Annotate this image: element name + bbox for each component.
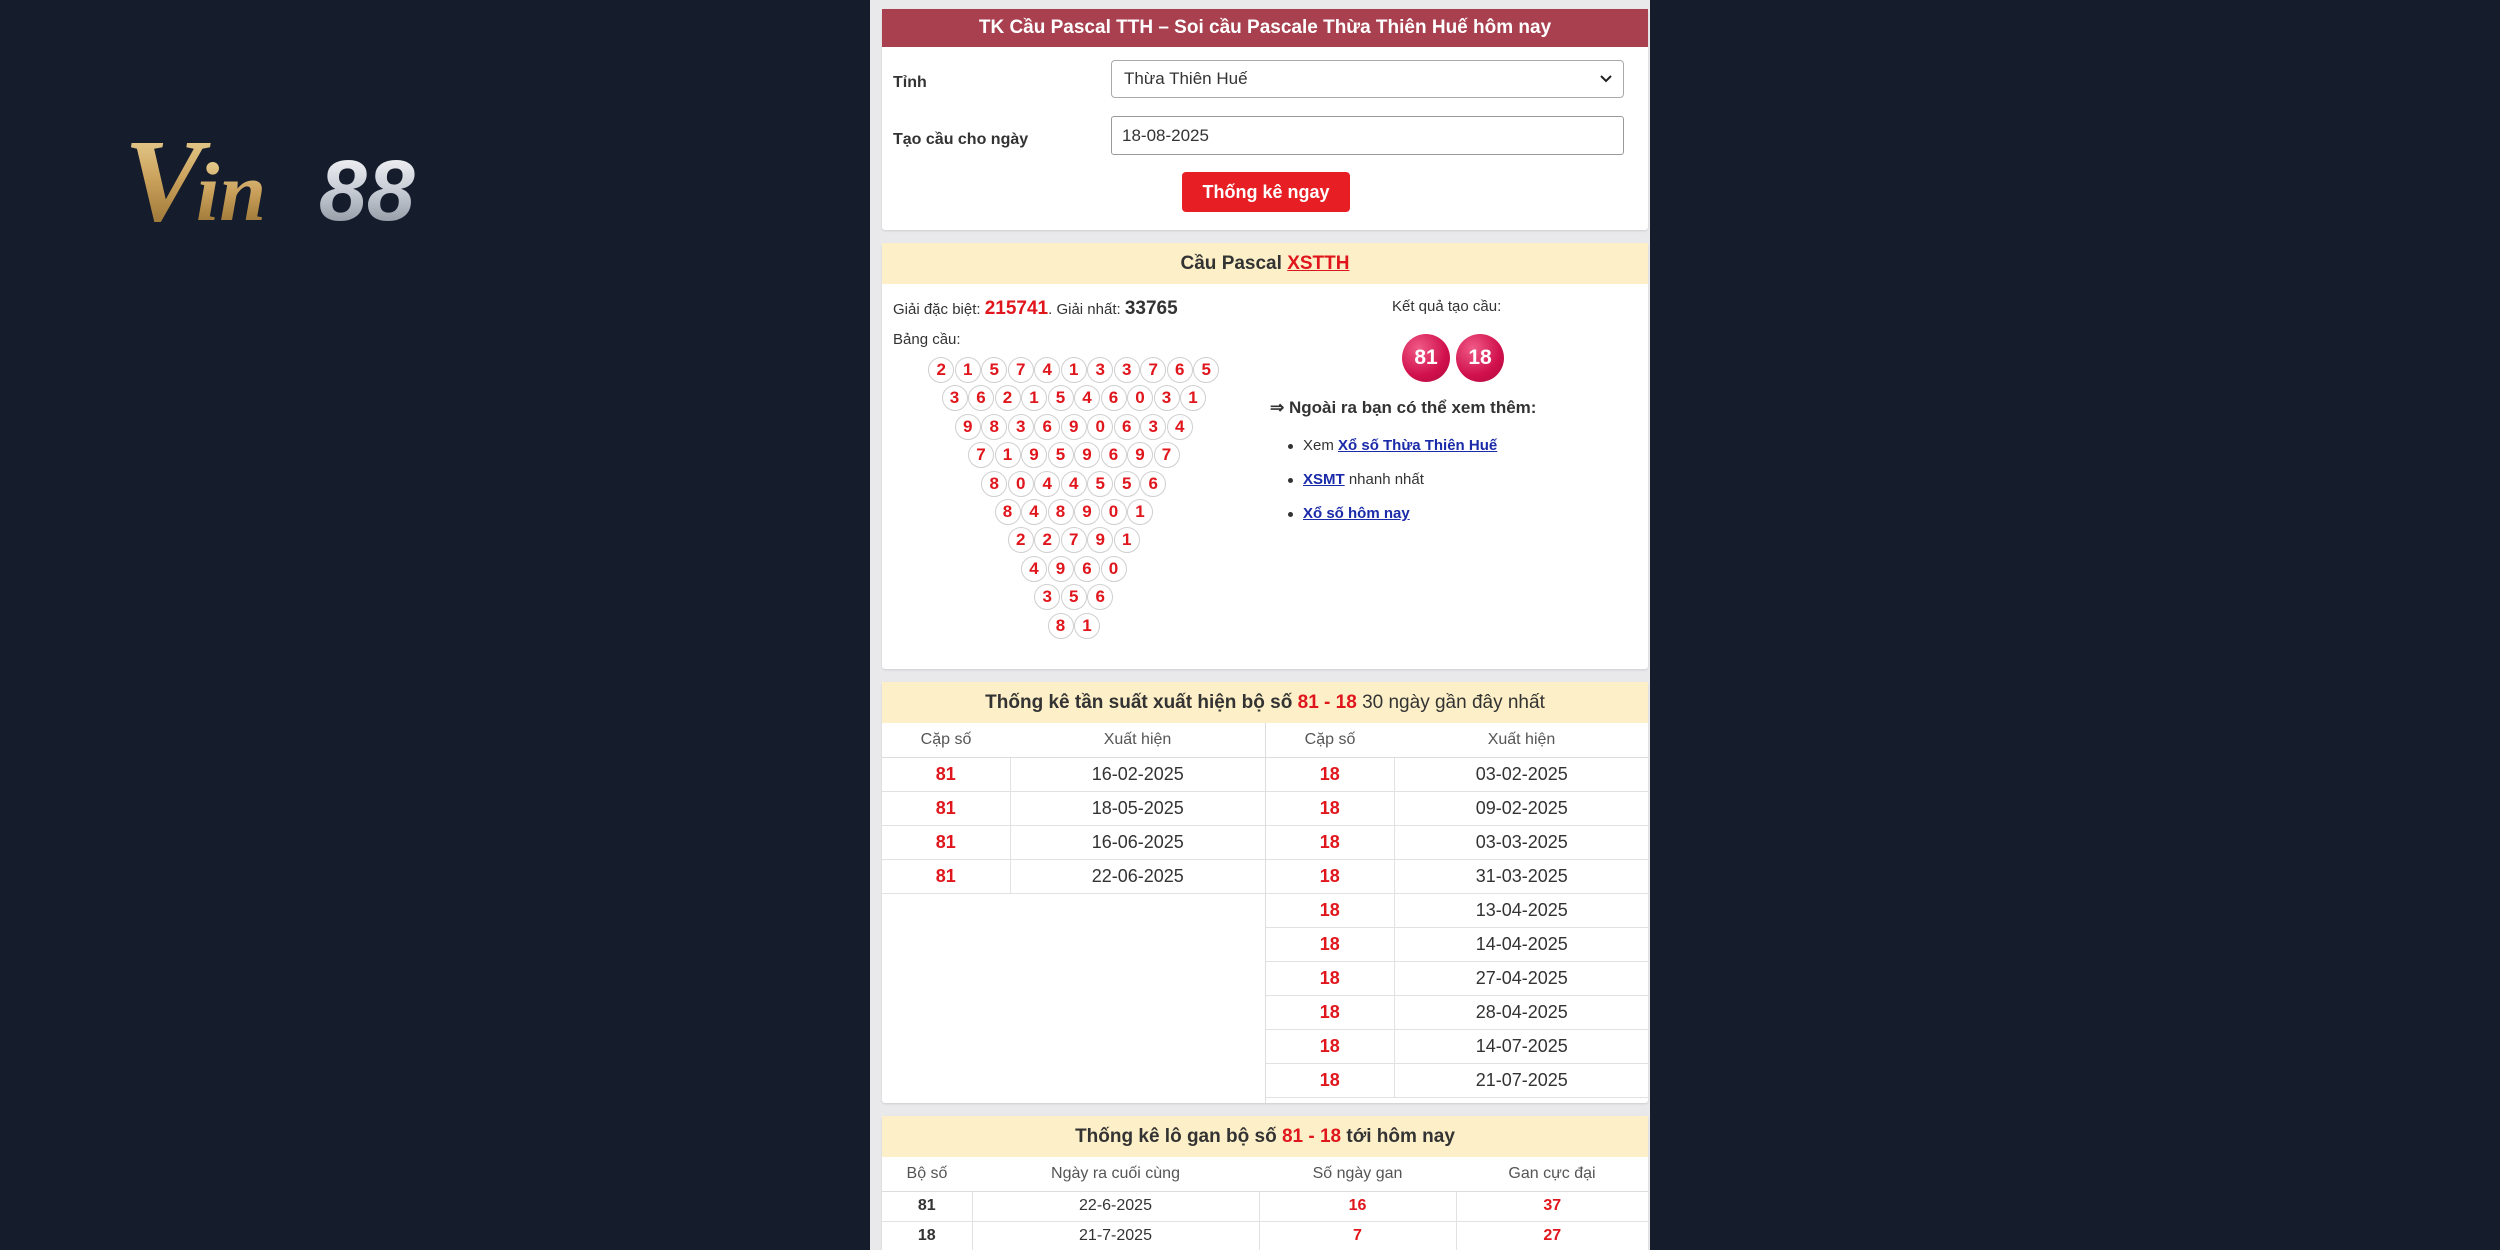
list-item — [1303, 436, 1497, 470]
pascal-digit: 4 — [1061, 471, 1087, 497]
pair-number: 18 — [1266, 1029, 1394, 1063]
pascal-digit: 4 — [1167, 414, 1193, 440]
pascal-digit: 8 — [1048, 499, 1074, 525]
col-pair-header: Cặp số — [882, 723, 1010, 757]
pascal-digit: 1 — [1180, 385, 1206, 411]
gan-col-header: Ngày ra cuối cùng — [972, 1157, 1259, 1191]
list-item — [1303, 470, 1497, 504]
pascal-body — [882, 284, 1648, 669]
table-row — [882, 825, 1265, 859]
province-label: Tỉnh — [893, 74, 927, 91]
pascal-digit: 3 — [1034, 584, 1060, 610]
first-prize-value: 33765 — [1124, 298, 1178, 319]
pascal-digit: 2 — [995, 385, 1021, 411]
col-pair-header: Cặp số — [1266, 723, 1394, 757]
list-item — [1303, 504, 1497, 538]
gan-days: 7 — [1259, 1221, 1456, 1250]
appear-date: 16-02-2025 — [1010, 757, 1265, 791]
result-label: Kết quả tạo cầu: — [1392, 298, 1502, 315]
frequency-table-left — [882, 723, 1265, 894]
pair-number: 18 — [1266, 1063, 1394, 1097]
pascal-digit: 8 — [981, 414, 1007, 440]
province-select[interactable] — [1111, 60, 1624, 98]
pascal-digit: 7 — [968, 442, 994, 468]
pascal-digit: 3 — [1140, 414, 1166, 440]
appear-date: 31-03-2025 — [1394, 859, 1649, 893]
appear-date: 03-02-2025 — [1394, 757, 1649, 791]
pascal-digit: 2 — [1034, 527, 1060, 553]
gan-table — [882, 1157, 1648, 1250]
table-row — [882, 757, 1265, 791]
vin88-logo — [124, 118, 484, 234]
main-column — [870, 0, 1650, 1250]
pascal-digit: 1 — [1074, 613, 1100, 639]
pascal-digit: 3 — [1008, 414, 1034, 440]
gan-heading — [882, 1116, 1648, 1157]
appear-date: 22-06-2025 — [1010, 859, 1265, 893]
xsmt-link[interactable]: XSMT — [1303, 471, 1345, 488]
pascal-digit: 9 — [1127, 442, 1153, 468]
pascal-row — [928, 357, 1219, 383]
table-row — [882, 791, 1265, 825]
pascal-row — [1048, 613, 1101, 639]
pascal-digit: 7 — [1140, 357, 1166, 383]
pascal-digit: 6 — [1114, 414, 1140, 440]
pascal-digit: 2 — [928, 357, 954, 383]
appear-date: 18-05-2025 — [1010, 791, 1265, 825]
chevron-down-icon — [1599, 61, 1613, 110]
pair-number: 18 — [1266, 859, 1394, 893]
gan-max: 27 — [1456, 1221, 1648, 1250]
pascal-digit: 9 — [1048, 556, 1074, 582]
logo-88-glyphs: 88 — [319, 143, 415, 234]
pascal-triangle — [882, 284, 1282, 669]
pascal-digit: 5 — [1193, 357, 1219, 383]
form-title: TK Cầu Pascal TTH – Soi cầu Pascale Thừa Thiên Huế hôm nay — [882, 9, 1648, 47]
pascal-digit: 1 — [1021, 385, 1047, 411]
col-appear-header: Xuất hiện — [1394, 723, 1649, 757]
pascal-digit: 6 — [1167, 357, 1193, 383]
pascal-digit: 6 — [1074, 556, 1100, 582]
appear-date: 14-07-2025 — [1394, 1029, 1649, 1063]
pascal-digit: 9 — [1087, 527, 1113, 553]
table-row — [1266, 791, 1649, 825]
pascal-row — [981, 471, 1166, 497]
frequency-heading-suffix: 30 ngày gần đây nhất — [1362, 692, 1545, 713]
table-row — [1266, 825, 1649, 859]
pascal-digit: 3 — [1087, 357, 1113, 383]
pascal-row — [1021, 556, 1127, 582]
pascal-digit: 1 — [955, 357, 981, 383]
pascal-digit: 4 — [1034, 471, 1060, 497]
pascal-digit: 6 — [1140, 471, 1166, 497]
gan-num: 18 — [882, 1221, 972, 1250]
gan-heading-suffix: tới hôm nay — [1346, 1126, 1455, 1147]
pascal-digit: 8 — [995, 499, 1021, 525]
table-row — [882, 859, 1265, 893]
pascal-digit: 6 — [1101, 442, 1127, 468]
gan-last-date: 21-7-2025 — [972, 1221, 1259, 1250]
pascal-digit: 9 — [1074, 442, 1100, 468]
pascal-card — [882, 243, 1648, 669]
xstth-link[interactable]: XSTTH — [1287, 253, 1350, 274]
xo-so-hue-link[interactable]: Xổ số Thừa Thiên Huế — [1338, 437, 1498, 454]
appear-date: 03-03-2025 — [1394, 825, 1649, 859]
frequency-heading — [882, 682, 1648, 723]
gan-card — [882, 1116, 1648, 1250]
appear-date: 14-04-2025 — [1394, 927, 1649, 961]
appear-date: 28-04-2025 — [1394, 995, 1649, 1029]
table-row — [882, 1191, 1648, 1221]
pascal-digit: 7 — [1061, 527, 1087, 553]
pair-number: 18 — [1266, 927, 1394, 961]
pascal-digit: 5 — [1114, 471, 1140, 497]
pascal-digit: 1 — [1061, 357, 1087, 383]
special-prize-label: Giải đặc biệt: — [893, 301, 981, 318]
pascal-digit: 6 — [1034, 414, 1060, 440]
pascal-digit: 6 — [1087, 584, 1113, 610]
pair-number: 18 — [1266, 961, 1394, 995]
pascal-digit: 4 — [1021, 499, 1047, 525]
result-ball-2: 18 — [1456, 334, 1504, 382]
pascal-digit: 9 — [1021, 442, 1047, 468]
pair-number: 18 — [1266, 825, 1394, 859]
logo-in-glyphs: in — [196, 146, 267, 234]
link-prefix: Xem — [1303, 437, 1339, 454]
date-label: Tạo cầu cho ngày — [893, 131, 1029, 148]
pascal-row — [1008, 527, 1140, 553]
appear-date: 27-04-2025 — [1394, 961, 1649, 995]
pascal-digit: 3 — [1114, 357, 1140, 383]
gan-max: 37 — [1456, 1191, 1648, 1221]
province-select-value: Thừa Thiên Huế — [1124, 69, 1248, 88]
frequency-card — [882, 682, 1648, 1103]
table-row — [1266, 893, 1649, 927]
pascal-digit: 2 — [1008, 527, 1034, 553]
pair-number: 18 — [1266, 757, 1394, 791]
pascal-digit: 7 — [1154, 442, 1180, 468]
pair-number: 81 — [882, 859, 1010, 893]
pascal-digit: 3 — [1154, 385, 1180, 411]
pascal-digit: 0 — [1101, 499, 1127, 525]
pascal-row — [968, 442, 1180, 468]
pascal-digit: 4 — [1021, 556, 1047, 582]
appear-date: 16-06-2025 — [1010, 825, 1265, 859]
pascal-digit: 5 — [981, 357, 1007, 383]
table-row — [1266, 859, 1649, 893]
first-prize-label: . Giải nhất: — [1048, 301, 1121, 318]
table-row — [882, 1221, 1648, 1250]
appear-date: 09-02-2025 — [1394, 791, 1649, 825]
pascal-row — [995, 499, 1154, 525]
pascal-digit: 0 — [1008, 471, 1034, 497]
pascal-digit: 3 — [942, 385, 968, 411]
table-row — [1266, 1063, 1649, 1097]
pascal-digit: 7 — [1008, 357, 1034, 383]
pascal-digit: 5 — [1048, 442, 1074, 468]
submit-button[interactable]: Thống kê ngay — [1182, 172, 1350, 212]
pair-number: 81 — [882, 757, 1010, 791]
pascal-digit: 5 — [1048, 385, 1074, 411]
frequency-heading-pair: 81 - 18 — [1297, 692, 1357, 713]
pascal-digit: 9 — [955, 414, 981, 440]
pair-number: 18 — [1266, 893, 1394, 927]
pascal-row — [1034, 584, 1113, 610]
pascal-digit: 0 — [1087, 414, 1113, 440]
pair-number: 81 — [882, 825, 1010, 859]
table-row — [1266, 961, 1649, 995]
gan-heading-text: Thống kê lô gan bộ số — [1075, 1126, 1277, 1147]
gan-days: 16 — [1259, 1191, 1456, 1221]
link-suffix: nhanh nhất — [1344, 471, 1424, 488]
col-appear-header: Xuất hiện — [1010, 723, 1265, 757]
result-ball-1: 81 — [1402, 334, 1450, 382]
form-card — [882, 9, 1648, 230]
gan-last-date: 22-6-2025 — [972, 1191, 1259, 1221]
pascal-digit: 8 — [1048, 613, 1074, 639]
gan-col-header: Số ngày gan — [1259, 1157, 1456, 1191]
pair-number: 18 — [1266, 995, 1394, 1029]
more-title: ⇒ Ngoài ra bạn có thể xem thêm: — [1270, 398, 1537, 417]
pascal-digit: 5 — [1087, 471, 1113, 497]
logo-v-glyph: V — [124, 118, 203, 234]
gan-num: 81 — [882, 1191, 972, 1221]
table-row — [1266, 757, 1649, 791]
gan-heading-pair: 81 - 18 — [1281, 1126, 1342, 1147]
pascal-digit: 5 — [1061, 584, 1087, 610]
frequency-heading-text: Thống kê tần suất xuất hiện bộ số — [985, 692, 1293, 713]
pascal-digit: 1 — [1127, 499, 1153, 525]
pascal-digit: 8 — [981, 471, 1007, 497]
pair-number: 18 — [1266, 791, 1394, 825]
more-links-list — [1303, 436, 1497, 538]
pascal-digit: 1 — [995, 442, 1021, 468]
gan-col-header: Gan cực đại — [1456, 1157, 1648, 1191]
special-prize-value: 215741 — [984, 298, 1049, 319]
pascal-digit: 4 — [1034, 357, 1060, 383]
appear-date: 13-04-2025 — [1394, 893, 1649, 927]
pascal-digit: 1 — [1114, 527, 1140, 553]
appear-date: 21-07-2025 — [1394, 1063, 1649, 1097]
date-input[interactable]: 18-08-2025 — [1111, 116, 1624, 155]
pascal-digit: 4 — [1074, 385, 1100, 411]
table-row — [1266, 1029, 1649, 1063]
pascal-digit: 9 — [1074, 499, 1100, 525]
gan-col-header: Bộ số — [882, 1157, 972, 1191]
pascal-row — [942, 385, 1207, 411]
xo-so-hom-nay-link[interactable]: Xổ số hôm nay — [1303, 505, 1410, 522]
pascal-digit: 9 — [1061, 414, 1087, 440]
pascal-row — [955, 414, 1193, 440]
table-row — [1266, 995, 1649, 1029]
pascal-digit: 6 — [968, 385, 994, 411]
pascal-heading-text: Cầu Pascal — [1180, 253, 1282, 274]
frequency-table-right — [1266, 723, 1649, 1098]
pascal-table-label: Bảng cầu: — [893, 331, 961, 348]
pascal-digit: 0 — [1101, 556, 1127, 582]
pascal-digit: 0 — [1127, 385, 1153, 411]
table-row — [1266, 927, 1649, 961]
pair-number: 81 — [882, 791, 1010, 825]
pascal-heading — [882, 243, 1648, 284]
pascal-digit: 6 — [1101, 385, 1127, 411]
